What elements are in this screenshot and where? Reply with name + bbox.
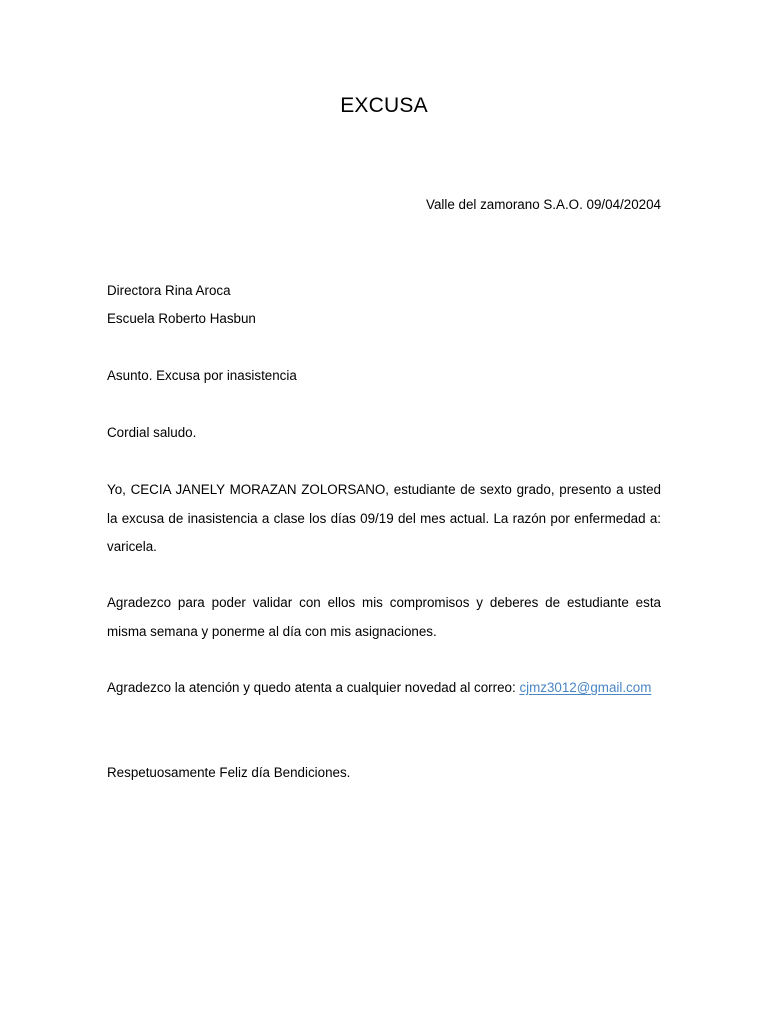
subject-line: Asunto. Excusa por inasistencia: [107, 368, 297, 383]
place-date: Valle del zamorano S.A.O. 09/04/20204: [426, 197, 661, 212]
recipient-name: Directora Rina Aroca: [107, 283, 231, 298]
body-paragraph-3-text: Agradezco la atención y quedo atenta a cualquier novedad al correo:: [107, 680, 516, 695]
body-paragraph-2: Agradezco para poder validar con ellos mis compromisos y deberes de estudiante esta misma semana y ponerme al día con mis asignaciones.: [107, 595, 661, 639]
email-link[interactable]: cjmz3012@gmail.com: [519, 680, 652, 695]
body-paragraph-1: Yo, CECIA JANELY MORAZAN ZOLORSANO, estudiante de sexto grado, presento a usted la excusa de inasistencia a clase los días 09/19 del mes actual. La razón por enfermedad a: varicela.: [107, 482, 661, 554]
closing: Respetuosamente Feliz día Bendiciones.: [107, 765, 351, 780]
recipient-school: Escuela Roberto Hasbun: [107, 311, 256, 326]
body-paragraph-3: [107, 674, 661, 703]
document-title: EXCUSA: [340, 94, 428, 117]
greeting: Cordial saludo.: [107, 425, 197, 440]
